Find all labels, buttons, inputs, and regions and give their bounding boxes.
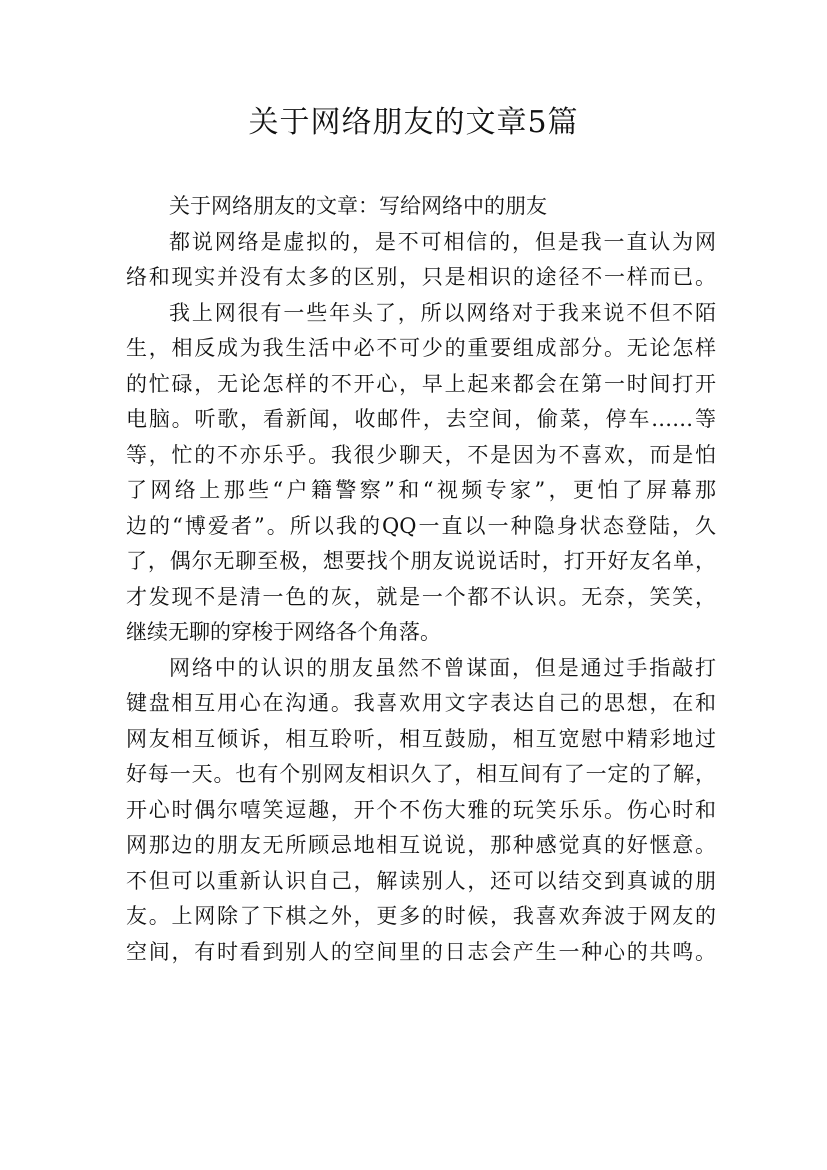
paragraph-line: 电脑。听歌，看新闻，收邮件，去空间，偷菜，停车……等 bbox=[126, 407, 716, 431]
paragraph-line: 边的“博爱者”。所以我的QQ一直以一种隐身状态登陆，久 bbox=[126, 513, 716, 538]
subtitle-line: 关于网络朋友的文章：写给网络中的朋友 bbox=[169, 194, 547, 218]
document-body bbox=[126, 189, 716, 970]
paragraph-line: 网友相互倾诉，相互聆听，相互鼓励，相互宽慰中精彩地过 bbox=[126, 726, 716, 751]
paragraph-line: 生，相反成为我生活中必不可少的重要组成部分。无论怎样 bbox=[126, 336, 716, 360]
paragraph-line: 空间，有时看到别人的空间里的日志会产生一种心的共鸣。 bbox=[126, 939, 716, 964]
paragraph-line: 我上网很有一些年头了，所以网络对于我来说不但不陌 bbox=[169, 300, 716, 325]
paragraph-line: 都说网络是虚拟的，是不可相信的，但是我一直认为网 bbox=[169, 229, 716, 254]
paragraph-line: 了网络上那些“户籍警察”和“视频专家”，更怕了屏幕那 bbox=[126, 478, 716, 502]
paragraph-line: 才发现不是清一色的灰，就是一个都不认识。无奈，笑笑， bbox=[126, 584, 716, 609]
paragraph-line: 继续无聊的穿梭于网络各个角落。 bbox=[126, 620, 441, 644]
paragraph-line: 不但可以重新认识自己，解读别人，还可以结交到真诚的朋 bbox=[126, 868, 716, 893]
paragraph-line: 键盘相互用心在沟通。我喜欢用文字表达自己的思想，在和 bbox=[126, 691, 716, 715]
document-title: 关于网络朋友的文章5篇 bbox=[248, 105, 579, 140]
paragraph-line: 网络中的认识的朋友虽然不曾谋面，但是通过手指敲打 bbox=[169, 655, 716, 680]
paragraph-line: 的忙碌，无论怎样的不开心，早上起来都会在第一时间打开 bbox=[126, 371, 716, 396]
paragraph-line: 友。上网除了下棋之外，更多的时候，我喜欢奔波于网友的 bbox=[126, 904, 716, 928]
paragraph-line: 了，偶尔无聊至极，想要找个朋友说说话时，打开好友名单， bbox=[126, 549, 716, 573]
paragraph-line: 络和现实并没有太多的区别，只是相识的途径不一样而已。 bbox=[126, 265, 716, 289]
paragraph-line: 开心时偶尔嘻笑逗趣，开个不伤大雅的玩笑乐乐。伤心时和 bbox=[126, 797, 716, 822]
paragraph-line: 好每一天。也有个别网友相识久了，相互间有了一定的了解， bbox=[126, 762, 716, 786]
paragraph-line: 等，忙的不亦乐乎。我很少聊天，不是因为不喜欢，而是怕 bbox=[126, 442, 716, 467]
paragraph-line: 网那边的朋友无所顾忌地相互说说，那种感觉真的好惬意。 bbox=[126, 833, 716, 857]
